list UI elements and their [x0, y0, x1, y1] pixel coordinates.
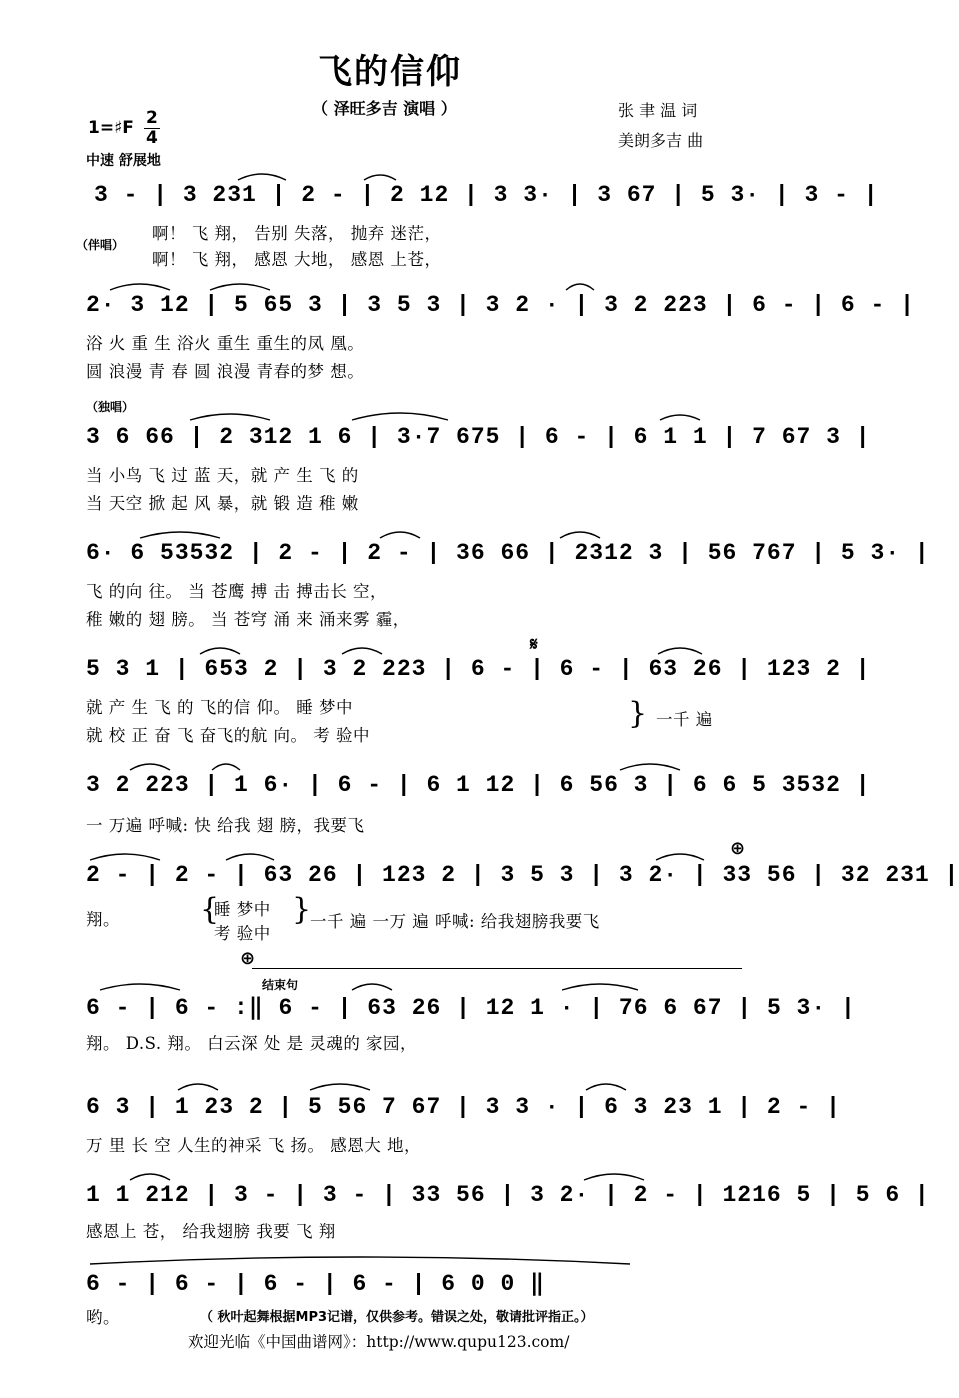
composer-credit: 美朗多吉 曲	[618, 131, 704, 150]
lyric-line-7c: 考 验中	[214, 924, 271, 943]
score-line-7: 2 - | 2 - | 63 26 | 123 2 | 3 5 3 | 3 2· | 33 56 | 32 231 |	[86, 862, 959, 888]
lyric-line-7a: 翔。	[86, 910, 120, 929]
lyric-line-3b: 当 天空 掀 起 风 暴，就 锻 造 稚 嫩	[86, 494, 359, 513]
slur	[210, 284, 270, 290]
slur	[562, 984, 638, 990]
lyric-line-8: 翔。 D.S. 翔。 白云深 处 是 灵魂的 家园，	[86, 1034, 418, 1053]
lyric-line-5a: 就 产 生 飞 的 飞的信 仰。 睡 梦中	[86, 698, 353, 717]
slur	[658, 648, 702, 654]
lyric-line-5b: 就 校 正 奋 飞 奋飞的航 向。 考 验中	[86, 726, 370, 745]
slur	[380, 532, 420, 538]
score-line-8: 6 - | 6 - :‖ 6 - | 63 26 | 12 1 · | 76 6 67 | 5 3· |	[86, 995, 856, 1021]
lyric-line-2a: 浴 火 重 生 浴火 重生 重生的凤 凰。	[86, 334, 365, 353]
slur	[100, 984, 180, 990]
tempo-marking: 中速 舒展地	[86, 153, 161, 169]
slur	[342, 648, 382, 654]
song-title: 飞的信仰	[318, 52, 462, 92]
slur	[660, 415, 700, 420]
slur	[226, 854, 274, 860]
slur	[90, 854, 160, 860]
brace-right-5: }	[628, 696, 648, 731]
lyric-line-10: 感恩上 苍， 给我翅膀 我要 飞 翔	[86, 1222, 336, 1241]
slur	[110, 284, 170, 290]
score-line-11: 6 - | 6 - | 6 - | 6 - | 6 0 0 ‖	[86, 1271, 545, 1297]
slur	[140, 532, 220, 538]
segno-sign: 𝄋	[530, 634, 538, 655]
slur	[584, 1174, 644, 1180]
coda-sign-1: ⊕	[730, 838, 746, 859]
lyric-brace-tail-5: 一千 遍	[656, 710, 713, 729]
lyric-line-7b: 睡 梦中	[214, 900, 271, 919]
score-line-10: 1 1 212 | 3 - | 3 - | 33 56 | 3 2· | 2 - | 1216 5 | 5 6 |	[86, 1182, 930, 1208]
slur	[656, 854, 704, 860]
slur	[178, 1084, 218, 1090]
score-line-3: 3 6 66 | 2 312 1 6 | 3·7 675 | 6 - | 6 1 1 | 7 67 3 |	[86, 424, 871, 450]
slur	[90, 1257, 630, 1264]
time-signature-top: 2	[146, 108, 158, 128]
slur	[200, 648, 240, 654]
lyric-line-1a: 啊！ 飞 翔， 告别 失落， 抛弃 迷茫，	[152, 224, 442, 243]
lyric-line-3a: 当 小鸟 飞 过 蓝 天，就 产 生 飞 的	[86, 466, 359, 485]
coda-sign-2: ⊕	[240, 948, 256, 969]
lyric-line-9: 万 里 长 空 人生的神采 飞 扬。 感恩大 地，	[86, 1136, 421, 1155]
lyricist-credit: 张 聿 温 词	[618, 101, 698, 120]
brace-left-7: {	[200, 892, 220, 927]
brace-right-7: }	[292, 892, 312, 927]
slur	[364, 175, 396, 180]
performer-line: （ 泽旺多吉 演唱 ）	[312, 99, 457, 118]
solo-label: （独唱）	[86, 400, 135, 414]
slur	[620, 764, 680, 770]
lyric-line-1b: 啊！ 飞 翔， 感恩 大地， 感恩 上苍，	[152, 250, 442, 269]
slur	[352, 413, 448, 420]
lyric-line-4a: 飞 的向 往。 当 苍鹰 搏 击 搏击长 空，	[86, 582, 387, 601]
slur	[566, 284, 594, 290]
lyric-line-4b: 稚 嫩的 翅 膀。 当 苍穹 涌 来 涌来雾 霾，	[86, 610, 410, 629]
slur	[586, 1084, 626, 1090]
transcription-note: （ 秋叶起舞根据MP3记谱，仅供参考。错误之处，敬请批评指正。）	[200, 1310, 594, 1325]
ending-label: 结束句	[262, 978, 299, 992]
lyric-line-11: 哟。	[86, 1308, 120, 1327]
chorus-label: （伴唱）	[76, 238, 125, 252]
lyric-line-7d: 一千 遍 一万 遍 呼喊: 给我翅膀我要飞	[310, 912, 600, 931]
time-signature-bottom: 4	[146, 128, 158, 148]
slur	[352, 984, 392, 990]
slur	[130, 1174, 170, 1180]
score-line-2: 2· 3 12 | 5 65 3 | 3 5 3 | 3 2 · | 3 2 223 | 6 - | 6 - |	[86, 292, 915, 318]
slur	[190, 414, 270, 420]
score-line-4: 6· 6 53532 | 2 - | 2 - | 36 66 | 2312 3 | 56 767 | 5 3· |	[86, 540, 930, 566]
score-line-1: 3 - | 3 231 | 2 - | 2 12 | 3 3· | 3 67 | 5 3· | 3 - |	[94, 182, 879, 208]
slur	[310, 1084, 370, 1090]
key-signature: 1=♯F	[88, 118, 134, 138]
lyric-line-2b: 圆 浪漫 青 春 圆 浪漫 青春的梦 想。	[86, 362, 365, 381]
score-line-6: 3 2 223 | 1 6· | 6 - | 6 1 12 | 6 56 3 | 6 6 5 3532 |	[86, 772, 871, 798]
score-line-5: 5 3 1 | 653 2 | 3 2 223 | 6 - | 6 - | 63 26 | 123 2 |	[86, 656, 871, 682]
slur	[130, 764, 170, 770]
slur	[212, 764, 240, 770]
score-line-9: 6 3 | 1 23 2 | 5 56 7 67 | 3 3 · | 6 3 23 1 | 2 - |	[86, 1094, 841, 1120]
lyric-line-6: 一 万遍 呼喊: 快 给我 翅 膀，我要飞	[86, 816, 365, 835]
site-footer: 欢迎光临《中国曲谱网》：http://www.qupu123.com/	[188, 1333, 570, 1351]
slur	[238, 174, 286, 180]
slur	[560, 532, 600, 538]
